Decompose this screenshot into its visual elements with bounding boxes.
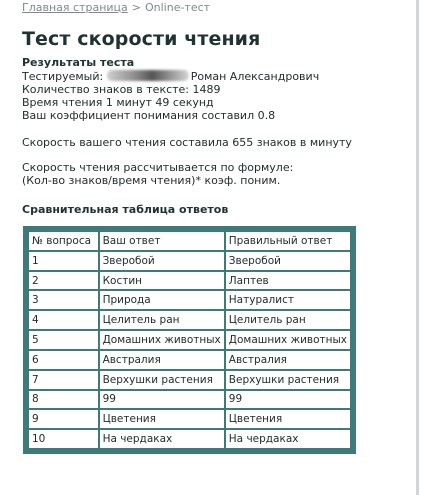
question-number-cell: 2 bbox=[29, 272, 98, 290]
breadcrumb-home-link[interactable]: Главная страница bbox=[22, 1, 128, 14]
correct-answer-cell: Зверобой bbox=[226, 252, 350, 270]
correct-answer-cell: 99 bbox=[226, 391, 350, 409]
char-count: Количество знаков в тексте: 1489 bbox=[22, 82, 221, 96]
answers-table bbox=[27, 230, 352, 450]
table-row bbox=[29, 252, 350, 270]
read-time: Время чтения 1 минут 49 секунд bbox=[22, 95, 214, 109]
table-row bbox=[29, 351, 350, 369]
table-row bbox=[29, 331, 350, 349]
correct-answer-cell: Натуралист bbox=[226, 291, 350, 309]
correct-answer-cell: Австралия bbox=[226, 351, 350, 369]
table-row bbox=[29, 371, 350, 389]
correct-answer-cell: Верхушки растения bbox=[226, 371, 350, 389]
your-answer-cell: 99 bbox=[100, 391, 224, 409]
header-cell: Правильный ответ bbox=[226, 232, 350, 250]
your-answer-cell: Австралия bbox=[100, 351, 224, 369]
results-block bbox=[22, 57, 319, 123]
reading-speed: Скорость вашего чтения составила 655 знаков в минуту bbox=[22, 136, 352, 149]
formula-line-2: (Кол-во знаков/время чтения)* коэф. поним. bbox=[22, 173, 281, 187]
correct-answer-cell: Лаптев bbox=[226, 272, 350, 290]
your-answer-cell: Домашних животных bbox=[100, 331, 224, 349]
formula-line-1: Скорость чтения рассчитывается по формуле: bbox=[22, 161, 294, 174]
table-row bbox=[29, 410, 350, 428]
formula-block bbox=[22, 162, 293, 188]
correct-answer-cell: Домашних животных bbox=[226, 331, 350, 349]
question-number-cell: 3 bbox=[29, 291, 98, 309]
table-row bbox=[29, 311, 350, 329]
breadcrumb-current: Online-тест bbox=[144, 1, 211, 14]
question-number-cell: 4 bbox=[29, 311, 98, 329]
table-row bbox=[29, 291, 350, 309]
table-row bbox=[29, 391, 350, 409]
your-answer-cell: Целитель ран bbox=[100, 311, 224, 329]
comprehension-coef: Ваш коэффициент понимания составил 0.8 bbox=[22, 108, 276, 122]
answers-table-frame bbox=[23, 226, 356, 454]
tested-line bbox=[22, 70, 319, 84]
tested-name: Роман Александрович bbox=[190, 69, 320, 83]
header-cell: Ваш ответ bbox=[100, 232, 224, 250]
correct-answer-cell: На чердаках bbox=[226, 430, 350, 448]
question-number-cell: 5 bbox=[29, 331, 98, 349]
question-number-cell: 7 bbox=[29, 371, 98, 389]
header-cell: № вопроса bbox=[29, 232, 98, 250]
correct-answer-cell: Целитель ран bbox=[226, 311, 350, 329]
page-title: Тест скорости чтения bbox=[22, 28, 261, 50]
breadcrumb-separator: > bbox=[131, 1, 141, 14]
table-title: Сравнительная таблица ответов bbox=[22, 203, 229, 216]
your-answer-cell: На чердаках bbox=[100, 430, 224, 448]
table-row bbox=[29, 430, 350, 448]
table-row bbox=[29, 272, 350, 290]
your-answer-cell: Верхушки растения bbox=[100, 371, 224, 389]
your-answer-cell: Цветения bbox=[100, 410, 224, 428]
question-number-cell: 1 bbox=[29, 252, 98, 270]
your-answer-cell: Зверобой bbox=[100, 252, 224, 270]
results-title: Результаты теста bbox=[22, 56, 135, 69]
table-header-row bbox=[29, 232, 350, 250]
tested-label: Тестируемый: bbox=[22, 69, 104, 83]
your-answer-cell: Костин bbox=[100, 272, 224, 290]
question-number-cell: 8 bbox=[29, 391, 98, 409]
your-answer-cell: Природа bbox=[100, 291, 224, 309]
question-number-cell: 9 bbox=[29, 410, 98, 428]
redacted-surname bbox=[107, 70, 189, 81]
breadcrumb bbox=[22, 1, 210, 14]
question-number-cell: 6 bbox=[29, 351, 98, 369]
correct-answer-cell: Цветения bbox=[226, 410, 350, 428]
question-number-cell: 10 bbox=[29, 430, 98, 448]
